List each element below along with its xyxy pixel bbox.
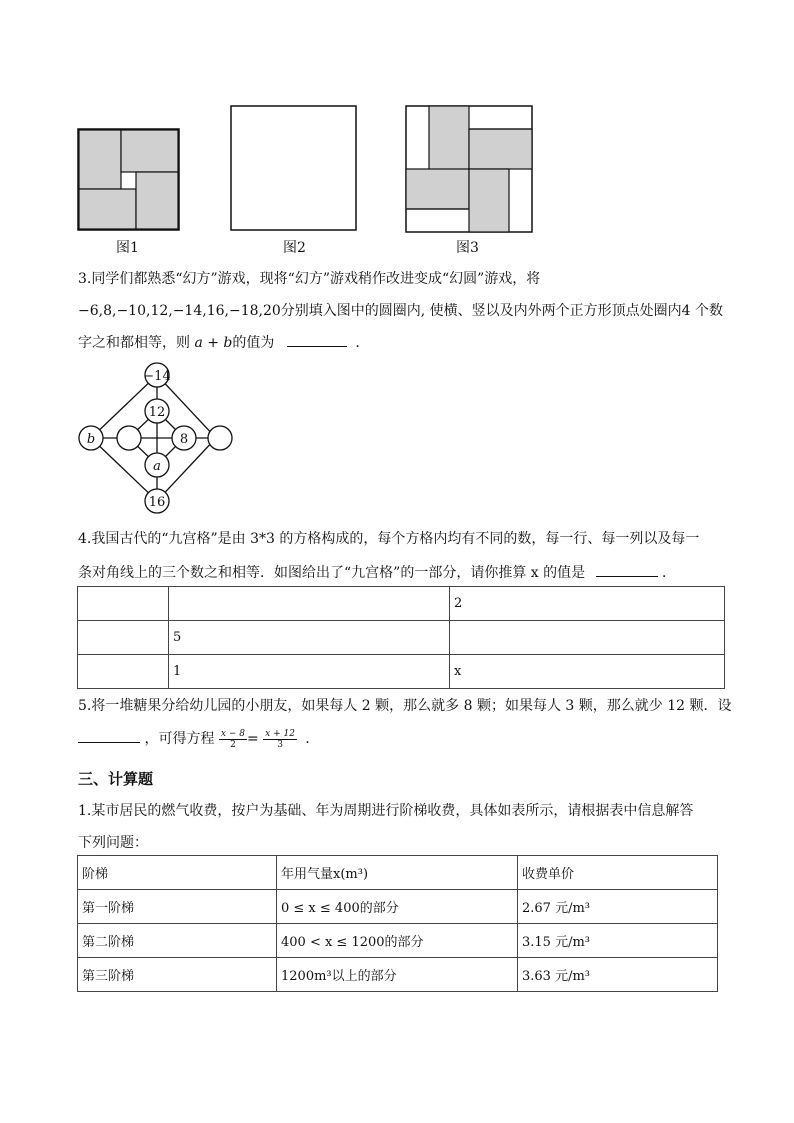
figure-2 [230,105,358,232]
fraction-2 [263,729,297,750]
equals-sign: = [246,731,259,747]
section-3-heading: 三、计算题 [78,770,154,788]
circle-inner-bottom-label: a [153,459,161,474]
c1-line-2: 下列问题： [78,835,148,851]
c1-line-1: 1.某市居民的燃气收费，按户为基础、年为周期进行阶梯收费，具体如表所示，请根据表中信息解答 [78,803,694,819]
table-cell: 400 < x ≤ 1200的部分 [277,924,518,958]
grid-cell [78,587,169,621]
fraction-1-numerator: x − 8 [220,728,245,739]
fraction-2-numerator: x + 12 [265,728,295,739]
table-header: 阶梯 [78,856,277,890]
circle-inner-left [117,426,141,450]
table-header: 年用气量x(m³) [277,856,518,890]
grid-cell: 2 [450,587,725,621]
table-cell: 3.15 元/m³ [518,924,718,958]
q5-text: ，可得方程 [144,731,215,747]
q5-answer-blank [78,728,140,743]
fraction-1 [219,729,247,750]
circle-right [208,426,232,450]
table-cell: 第三阶梯 [78,958,277,992]
figure-3 [405,105,534,233]
table-cell: 第二阶梯 [78,924,277,958]
circle-bottom-label: 16 [148,495,166,510]
q3-line-1: 3.同学们都熟悉“幻方”游戏，现将“幻方”游戏稍作改进变成“幻圆”游戏，将 [78,271,541,287]
table-cell: 2.67 元/m³ [518,890,718,924]
grid-cell: 1 [169,655,450,689]
gas-fee-table [77,855,718,992]
q3-answer-blank [287,332,347,347]
fraction-1-denominator: 2 [230,739,236,750]
q3-line-3-value-text: 的值为 [232,335,275,351]
q3-end: . [355,335,360,351]
table-row [78,958,718,992]
grid-cell [78,621,169,655]
table-cell: 1200m³以上的部分 [277,958,518,992]
q3-line-2: −6,8,−10,12,−14,16,−18,20分别填入图中的圆圈内, 使横、竖以及内外两个正方形顶点处圈内4 个数 [78,303,724,319]
table-cell: 0 ≤ x ≤ 400的部分 [277,890,518,924]
figure-2-label: 图2 [283,240,306,256]
grid-cell [78,655,169,689]
q4-line-2-text: 条对角线上的三个数之和相等．如图给出了“九宫格”的一部分，请你推算 x 的值是 [78,565,586,581]
q5-line-1: 5.将一堆糖果分给幼儿园的小朋友，如果每人 2 颗，那么就多 8 颗；如果每人 3 颗，那么就少 12 颗．设 [78,698,732,714]
table-header: 收费单价 [518,856,718,890]
q3-expression: a + b [194,335,233,351]
grid-cell [169,587,450,621]
figure-1 [77,128,181,232]
q4-line-1: 4.我国古代的“九宫格”是由 3*3 的方格构成的，每个方格内均有不同的数，每一行、每一列以及每一 [78,531,700,547]
q3-line-3-text: 字之和都相等，则 [78,335,195,351]
nine-grid-table [77,586,725,689]
figure-1-label: 图1 [116,240,139,256]
circle-inner-top-label: 12 [148,405,166,420]
circle-left-label: b [86,432,96,447]
grid-cell [450,621,725,655]
figure-3-label: 图3 [456,240,479,256]
q4-line-2 [78,562,676,582]
q4-answer-blank [596,562,658,577]
q5-end: ． [305,731,320,747]
circle-inner-right-label: 8 [179,432,189,447]
table-row [78,924,718,958]
q3-line-3 [78,332,360,352]
circle-top-label: −14 [143,369,171,384]
grid-cell: x [450,655,725,689]
q4-end: ． [662,565,677,581]
fraction-2-denominator: 3 [277,739,283,750]
q5-line-2 [78,728,319,750]
magic-circle-diagram [75,360,240,518]
grid-cell: 5 [169,621,450,655]
table-cell: 3.63 元/m³ [518,958,718,992]
table-row [78,890,718,924]
table-cell: 第一阶梯 [78,890,277,924]
